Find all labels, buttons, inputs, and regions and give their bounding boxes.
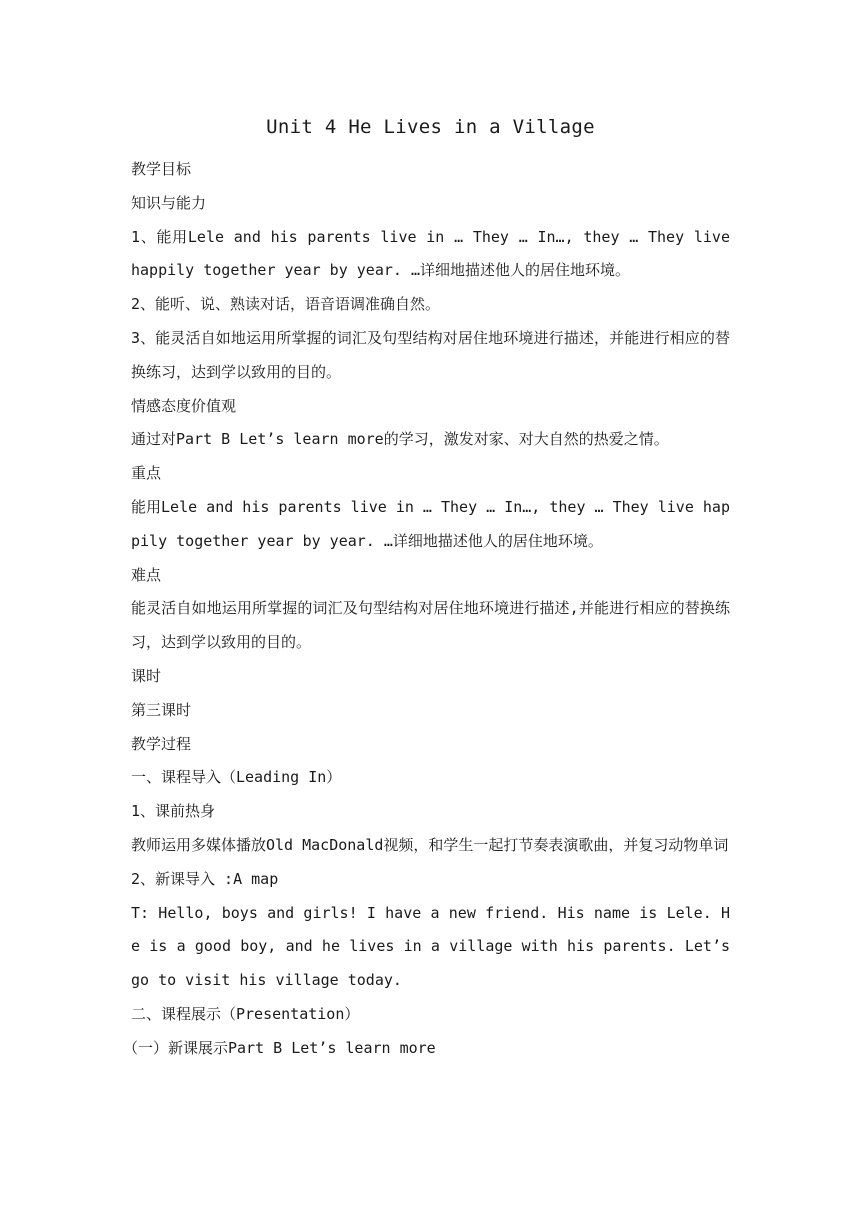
goal-item-1: 1、能用Lele and his parents live in … They … In…, they … They live happily together year by year. …详细地描述他人的居住地环境。	[131, 227, 730, 280]
process-step-leading-in: 一、课程导入（Leading In）	[131, 768, 342, 787]
document-page	[123, 108, 730, 1066]
subheading-knowledge-ability: 知识与能力	[131, 193, 207, 212]
section-heading-difficulties: 难点	[131, 565, 162, 584]
substep-new-lesson-intro: 2、新课导入 :A map	[131, 869, 279, 888]
warm-up-paragraph: 教师运用多媒体播放Old MacDonald视频，和学生一起打节奏表演歌曲，并复习动物单词	[131, 835, 729, 854]
goal-item-3: 3、能灵活自如地运用所掌握的词汇及句型结构对居住地环境进行描述，并能进行相应的替换练习，达到学以致用的目的。	[131, 328, 730, 381]
process-step-presentation: 二、课程展示（Presentation）	[131, 1004, 360, 1023]
attitudes-paragraph: 通过对Part B Let’s learn more的学习，激发对家、对大自然的热爱之情。	[131, 430, 669, 449]
key-points-paragraph: 能用Lele and his parents live in … They … In…, they … They live happily together year by year. …详细地描述他人的居住地环境。	[131, 497, 730, 550]
presentation-substep-1: （一）新课展示Part B Let’s learn more	[123, 1038, 436, 1057]
class-hours-value: 第三课时	[131, 700, 192, 719]
section-heading-teaching-process: 教学过程	[131, 734, 192, 753]
document-title: Unit 4 He Lives in a Village	[266, 116, 595, 138]
subheading-attitudes-values: 情感态度价值观	[131, 396, 237, 415]
section-heading-class-hours: 课时	[131, 666, 162, 685]
section-heading-key-points: 重点	[131, 464, 162, 483]
section-heading-teaching-goals: 教学目标	[131, 160, 192, 178]
substep-warm-up: 1、课前热身	[131, 802, 216, 821]
goal-item-2: 2、能听、说、熟读对话，语音语调准确自然。	[131, 295, 441, 314]
teacher-dialogue-paragraph: T: Hello, boys and girls! I have a new friend. His name is Lele. He is a good boy, and he lives in a village with his parents. Let’s go to visit his village today.	[131, 903, 730, 990]
difficulties-paragraph: 能灵活自如地运用所掌握的词汇及句型结构对居住地环境进行描述,并能进行相应的替换练习，达到学以致用的目的。	[131, 599, 730, 652]
